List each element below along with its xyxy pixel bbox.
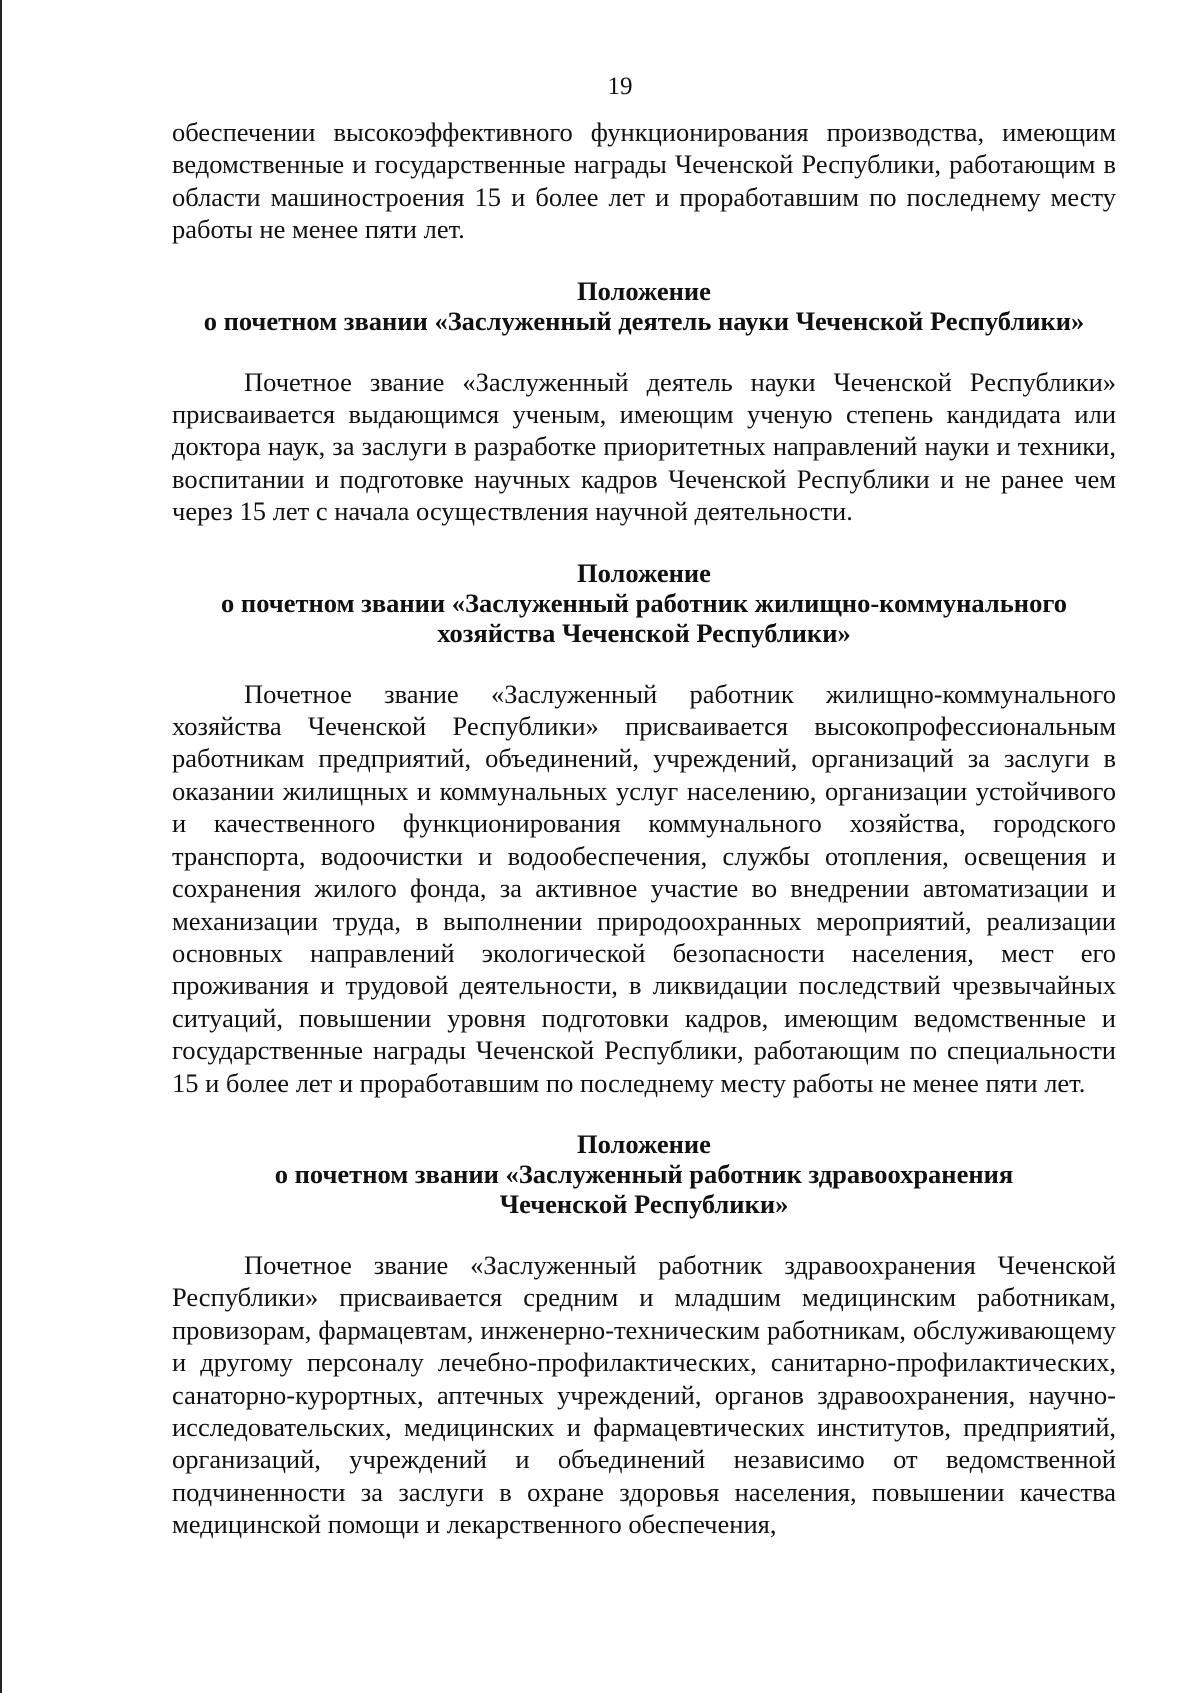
section-title: Положение (577, 275, 711, 306)
section-subtitle-line: о почетном звании «Заслуженный работник жилищно-коммунального (221, 587, 1067, 618)
section-heading (172, 276, 1116, 336)
scan-edge-line (0, 0, 2, 1693)
section-heading (172, 1129, 1116, 1219)
section-housing (172, 558, 1116, 1099)
section-title: Положение (577, 1128, 711, 1159)
intro-paragraph: обеспечении высокоэффективного функционирования производства, имеющим ведомственные и государственные награды Чеченской Республики, работающим в области машиностроения 15 и более лет и проработавшим по последнему месту работы не менее пяти лет. (172, 117, 1116, 245)
section-subtitle-line: о почетном звании «Заслуженный деятель науки Чеченской Республики» (203, 305, 1085, 336)
section-subtitle-line: хозяйства Чеченской Республики» (437, 617, 851, 648)
section-subtitle-line: о почетном звании «Заслуженный работник здравоохранения (274, 1158, 1014, 1189)
section-heading (172, 558, 1116, 648)
section-science (172, 276, 1116, 528)
section-subtitle-line: Чеченской Республики» (499, 1188, 789, 1219)
section-body: Почетное звание «Заслуженный работник здравоохранения Чеченской Республики» присваивается средним и младшим медицинским работникам, провизорам, фармацевтам, инженерно-техническим работникам, обслуживающему и другому персоналу лечебно-профилактических, санитарно-профилактических, санаторно-курортных, аптечных учреждений, органов здравоохранения, научно-исследовательских, медицинских и фармацевтических институтов, предприятий, организаций, учреждений и объединений независимо от ведомственной подчиненности за заслуги в охране здоровья населения, повышении качества медицинской помощи и лекарственного обеспечения, (172, 1249, 1116, 1540)
page-number: 19 (607, 73, 633, 100)
section-title: Положение (577, 557, 711, 588)
section-body: Почетное звание «Заслуженный деятель науки Чеченской Республики» присваивается выдающимся ученым, имеющим ученую степень кандидата или доктора наук, за заслуги в разработке приоритетных направлений науки и техники, воспитании и подготовке научных кадров Чеченской Республики и не ранее чем через 15 лет с начала осуществления научной деятельности. (172, 366, 1116, 527)
section-healthcare (172, 1129, 1116, 1541)
section-body: Почетное звание «Заслуженный работник жилищно-коммунального хозяйства Чеченской Республики» присваивается высокопрофессиональным работникам предприятий, объединений, учреждений, организаций за заслуги в оказании жилищных и коммунальных услуг населению, организации устойчивого и качественного функционирования коммунального хозяйства, городского транспорта, водоочистки и водообеспечения, службы отопления, освещения и сохранения жилого фонда, за активное участие во внедрении автоматизации и механизации труда, в выполнении природоохранных мероприятий, реализации основных направлений экологической безопасности населения, мест его проживания и трудовой деятельности, в ликвидации последствий чрезвычайных ситуаций, повышении уровня подготовки кадров, имеющим ведомственные и государственные награды Чеченской Республики, работающим по специальности 15 и более лет и проработавшим по последнему месту работы не менее пяти лет. (172, 678, 1116, 1098)
document-body (172, 116, 1116, 1541)
